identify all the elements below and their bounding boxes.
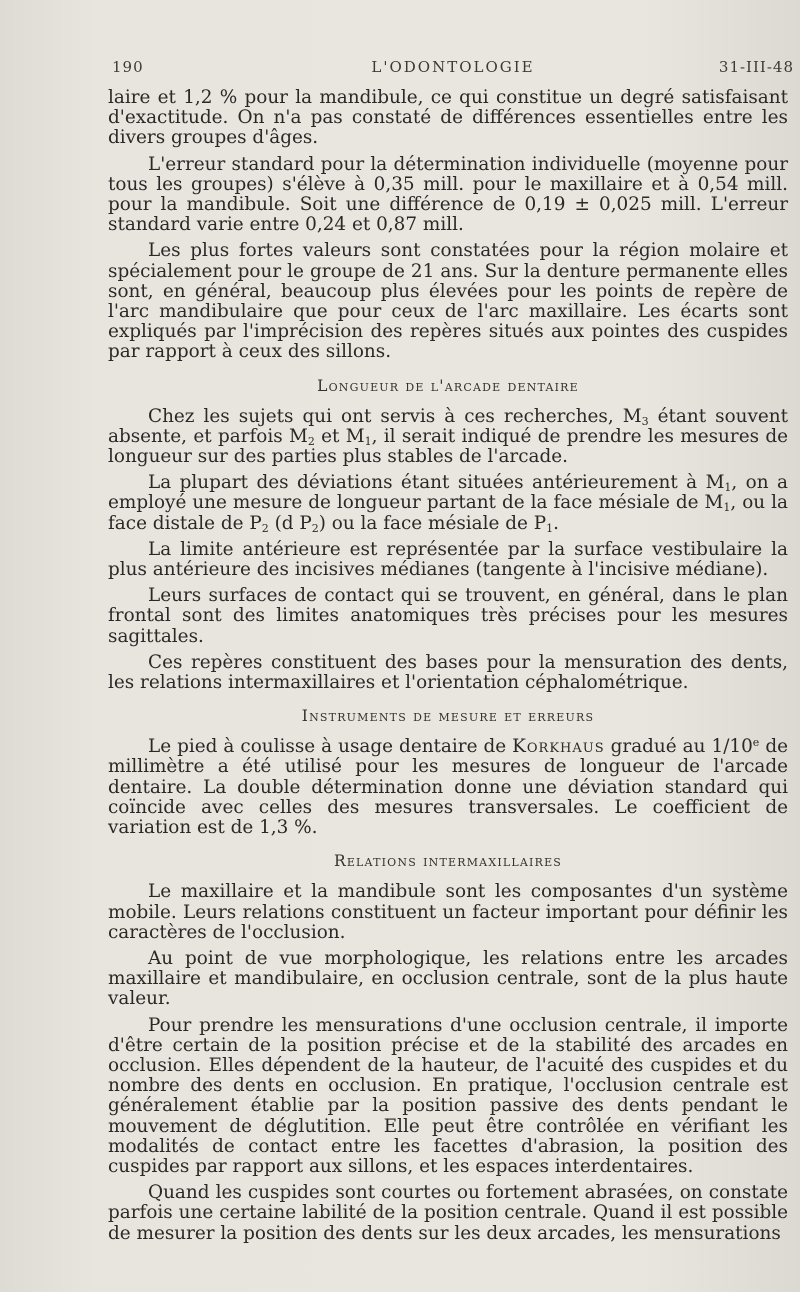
section-heading-longueur: Longueur de l'arcade dentaire [317,376,579,395]
running-header [112,58,794,80]
journal-title: L'ODONTOLOGIE [371,58,535,76]
issue-date: 31-III-48 [718,58,794,76]
paragraph-cuspids: Quand les cuspides sont courtes ou fortement abrasées, on constate parfois une certaine labilité de la position centrale. Quand il est possible de mesurer la position des dents sur les deux arcades, les mensurations [108,1182,788,1244]
paragraph-molar-values: Les plus fortes valeurs sont constatées pour la région molaire et spécialement pour le groupe de 21 ans. Sur la denture permanente elles sont, en général, beaucoup plus élevées pour les points de repère de l'arc mandibulaire que pour ceux de l'arc maxillaire. Les écarts sont expliqués par l'imprécision des repères situés aux pointes des cuspides par rapport à ceux des sillons. [108,240,788,363]
paragraph-mobile-system: Le maxillaire et la mandibule sont les composantes d'un système mobile. Leurs relations constituent un facteur important pour définir les caractères de l'occlusion. [108,881,788,943]
paragraph-caliper: Le pied à coulisse à usage dentaire de Korkhaus gradué au 1/10e de millimètre a été utilisé pour les mesures de longueur de l'arcade dentaire. La double détermination donne une déviation standard qui coïncide avec celles des mesures transversales. Le coefficient de variation est de 1,3 %. [108,736,788,839]
paragraph-landmarks: Ces repères constituent des bases pour la mensuration des dents, les relations intermaxillaires et l'orientation céphalométrique. [108,651,788,694]
paragraph-standard-error: L'erreur standard pour la détermination individuelle (moyenne pour tous les groupes) s'élève à 0,35 mill. pour le maxillaire et à 0,54 mill. pour la mandibule. Soit une différence de 0,19 ± 0,025 mill. L'erreur standard varie entre 0,24 et 0,87 mill. [108,153,788,236]
page-number: 190 [112,58,144,76]
author-name: Korkhaus [512,736,605,758]
paragraph-central-occlusion: Pour prendre les mensurations d'une occlusion centrale, il importe d'être certain de la position précise et de la stabilité des arcades en occlusion. Elles dépendent de la hauteur, de l'acuité des cuspides et du nombre des dents en occlusion. En pratique, l'occlusion centrale est généralement établie par la position passive des dents pendant le mouvement de déglutition. Elle peut être contrôlée en vérifiant les modalités de contact entre les facettes d'abrasion, la position des cuspides par rapport aux sillons, et les espaces interdentaires. [108,1014,788,1177]
paragraph-morphology: Au point de vue morphologique, les relations entre les arcades maxillaire et mandibulaire, en occlusion centrale, sont de la plus haute valeur. [108,947,788,1010]
paragraph-deviations: La plupart des déviations étant situées antérieurement à $M_1$, on a employé une mesure de longueur partant de la face mésiale de $M_1$, ou la face distale de $P_2$ (d $P_2$) ou la face mésiale de $P_1$. [108,472,788,535]
section-heading-relations: Relations intermaxillaires [333,852,563,871]
section-heading-instruments: Instruments de mesure et erreurs [301,707,595,726]
paragraph-continuation: laire et 1,2 % pour la mandibule, ce qui constitue un degré satisfaisant d'exactitude. On n'a pas constaté de différences essentielles entre les divers groupes d'âges. [108,87,788,149]
paragraph-contact-surfaces: Leurs surfaces de contact qui se trouvent, en général, dans le plan frontal sont des limites anatomiques très précises pour les mesures sagittales. [108,585,788,647]
paragraph-anterior-limit: La limite antérieure est représentée par la surface vestibulaire la plus antérieure des incisives médianes (tangente à l'incisive médiane). [108,538,788,581]
paragraph-subjects: Chez les sujets qui ont servis à ces recherches, $M_3$ étant souvent absente, et parfois $M_2$ et $M_1$, il serait indiqué de prendre les mesures de longueur sur des parties plus stables de l'arcade. [108,405,788,468]
article-body [108,88,788,1244]
